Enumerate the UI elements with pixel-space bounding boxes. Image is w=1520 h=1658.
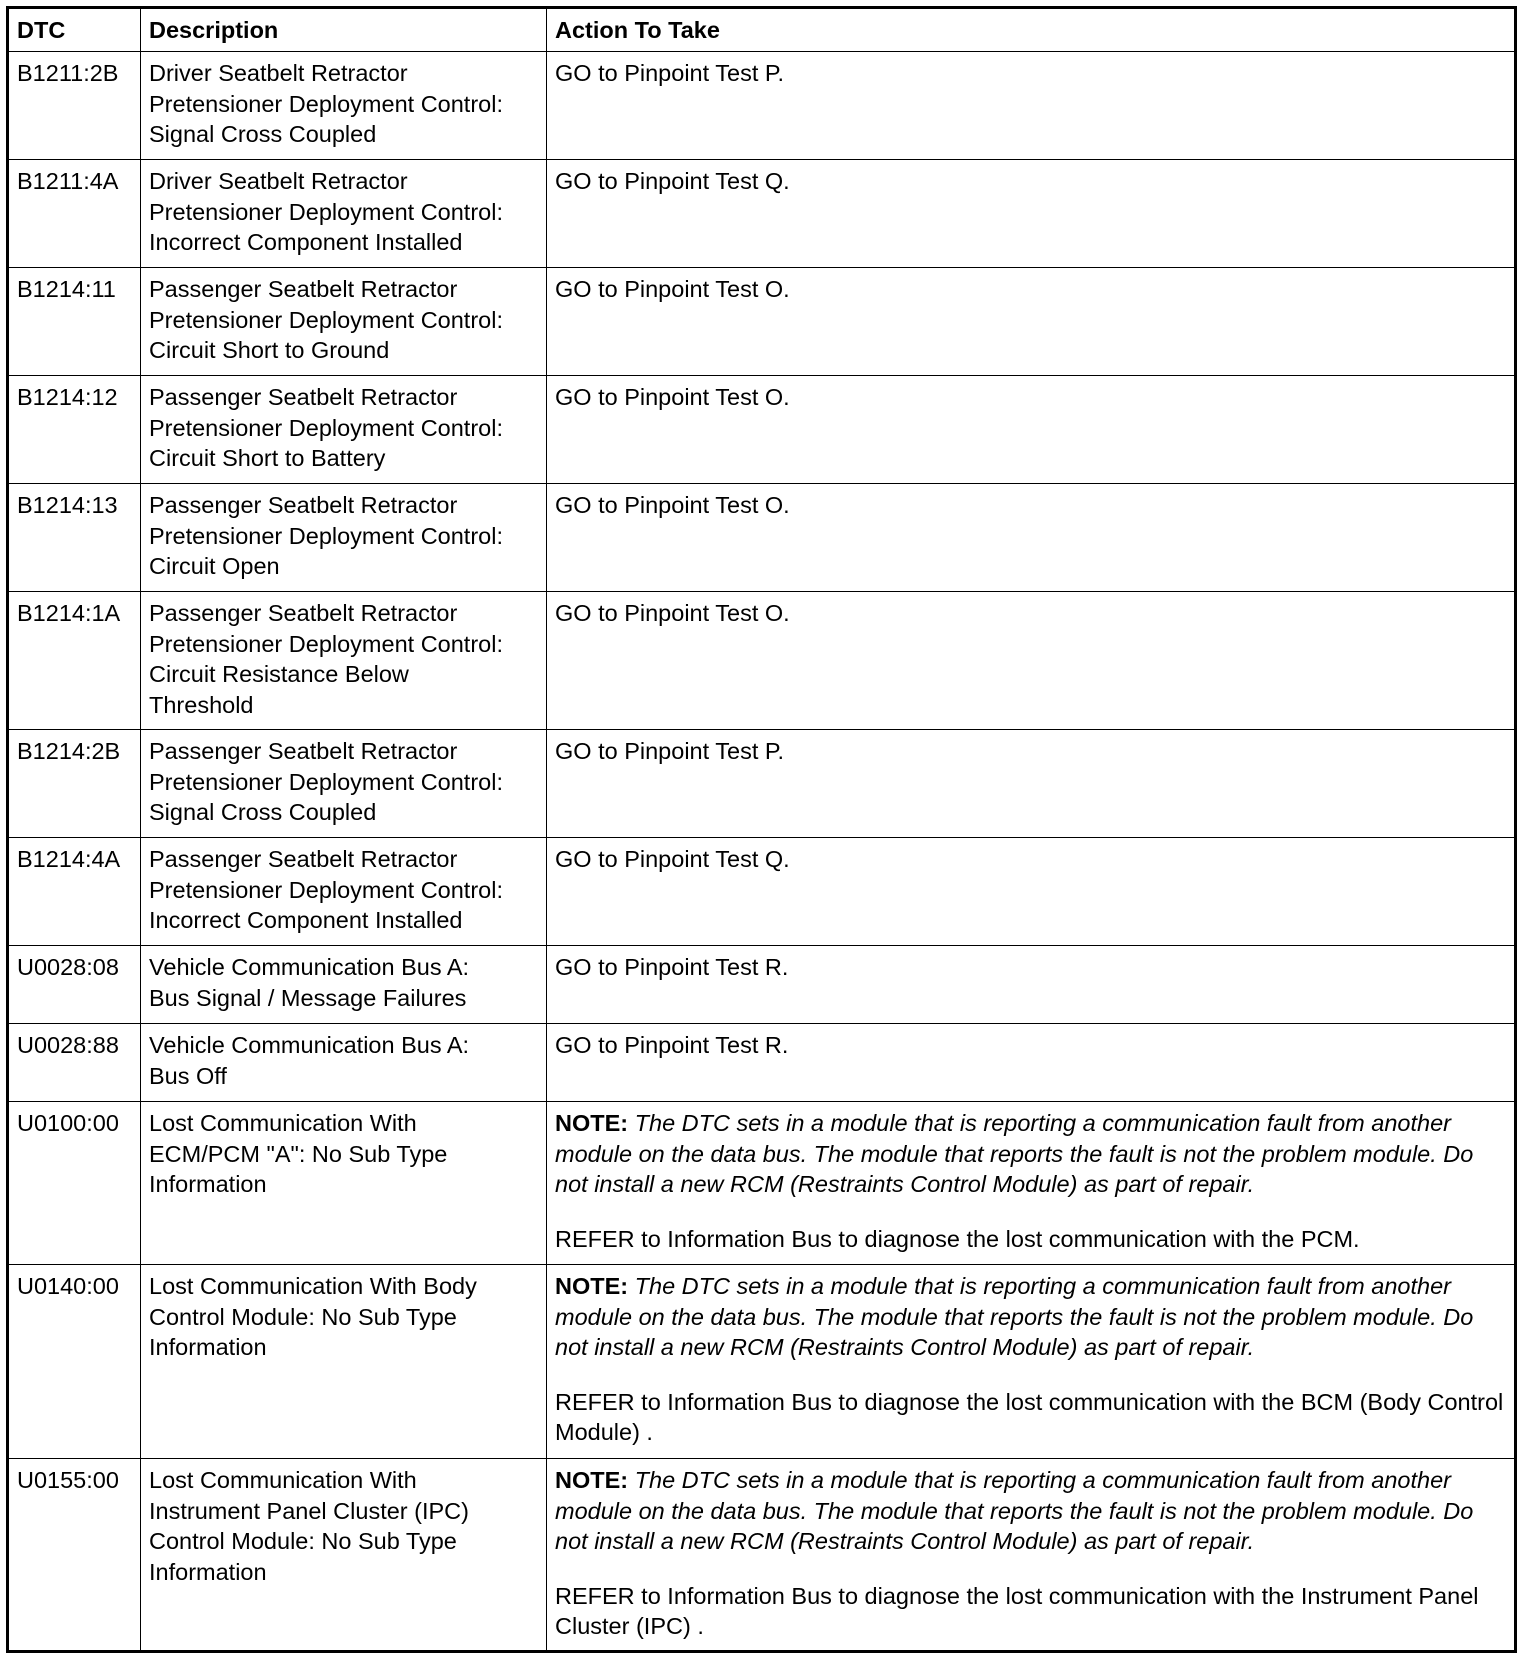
description-line: Signal Cross Coupled: [149, 121, 377, 147]
dtc-code: B1214:4A: [8, 838, 141, 946]
description-line: ECM/PCM "A": No Sub Type: [149, 1140, 448, 1167]
description-line: Information: [149, 1334, 267, 1360]
table-row: [8, 1102, 1516, 1265]
note-block: [555, 1271, 1506, 1363]
description-line: Bus Signal / Message Failures: [149, 984, 467, 1011]
description-line: Lost Communication With: [149, 1467, 417, 1493]
header-dtc: DTC: [8, 8, 141, 52]
note-label: NOTE:: [555, 1467, 629, 1493]
note-text: The DTC sets in a module that is reporting a communication fault from another module on the data bus. The module that reports the fault is not the problem module. Do not install a new RCM (Restraints Control Module) as part of repair.: [555, 1110, 1474, 1197]
description-line: Lost Communication With Body: [149, 1273, 477, 1299]
refer-text: REFER to Information Bus to diagnose the lost communication with the Instrument Panel Cluster (IPC) .: [555, 1582, 1479, 1639]
action-text: GO to Pinpoint Test O.: [547, 268, 1516, 376]
description-line: Pretensioner Deployment Control:: [149, 414, 503, 441]
table-row: [8, 838, 1516, 946]
description-line: Vehicle Communication Bus A:: [149, 954, 470, 980]
header-description: Description: [141, 8, 547, 52]
description-line: Passenger Seatbelt Retractor: [149, 492, 458, 518]
dtc-description: [141, 1265, 547, 1459]
description-line: Threshold: [149, 691, 254, 718]
table-row: [8, 592, 1516, 730]
description-line: Circuit Short to Ground: [149, 337, 390, 363]
description-line: Bus Off: [149, 1062, 227, 1089]
dtc-description: [141, 160, 547, 268]
dtc-description: [141, 946, 547, 1024]
description-line: Passenger Seatbelt Retractor: [149, 276, 458, 302]
dtc-code: U0028:08: [8, 946, 141, 1024]
description-line: Control Module: No Sub Type: [149, 1528, 457, 1554]
header-row: [8, 8, 1516, 52]
description-line: Circuit Short to Battery: [149, 445, 386, 471]
description-line: Passenger Seatbelt Retractor: [149, 600, 458, 626]
dtc-description: [141, 1024, 547, 1102]
action-text: GO to Pinpoint Test P.: [547, 730, 1516, 838]
description-line: Passenger Seatbelt Retractor: [149, 738, 458, 764]
action-cell: [547, 1265, 1516, 1459]
refer-text: REFER to Information Bus to diagnose the lost communication with the BCM (Body Control Module) .: [555, 1388, 1504, 1445]
description-line: Signal Cross Coupled: [149, 799, 377, 825]
table-row: [8, 946, 1516, 1024]
dtc-code: B1214:2B: [8, 730, 141, 838]
description-line: Pretensioner Deployment Control:: [149, 768, 503, 795]
note-text: The DTC sets in a module that is reporting a communication fault from another module on the data bus. The module that reports the fault is not the problem module. Do not install a new RCM (Restraints Control Module) as part of repair.: [555, 1273, 1474, 1360]
dtc-code: U0140:00: [8, 1265, 141, 1459]
header-action: Action To Take: [547, 8, 1516, 52]
action-text: GO to Pinpoint Test O.: [547, 484, 1516, 592]
note-label: NOTE:: [555, 1110, 629, 1136]
dtc-description: [141, 1102, 547, 1265]
dtc-description: [141, 1459, 547, 1652]
description-line: Lost Communication With: [149, 1110, 417, 1136]
description-line: Pretensioner Deployment Control:: [149, 876, 503, 903]
refer-text: REFER to Information Bus to diagnose the lost communication with the PCM.: [555, 1225, 1360, 1252]
description-line: Passenger Seatbelt Retractor: [149, 846, 458, 872]
note-label: NOTE:: [555, 1273, 629, 1299]
description-line: Incorrect Component Installed: [149, 229, 463, 255]
description-line: Pretensioner Deployment Control:: [149, 198, 503, 225]
table-row: [8, 52, 1516, 160]
table-row: [8, 268, 1516, 376]
description-line: Driver Seatbelt Retractor: [149, 168, 408, 194]
action-text: GO to Pinpoint Test R.: [547, 1024, 1516, 1102]
description-line: Vehicle Communication Bus A:: [149, 1032, 470, 1058]
note-block: [555, 1108, 1506, 1200]
description-line: Passenger Seatbelt Retractor: [149, 384, 458, 410]
dtc-code: B1214:11: [8, 268, 141, 376]
action-cell: [547, 1459, 1516, 1652]
dtc-code: U0028:88: [8, 1024, 141, 1102]
dtc-code: B1211:4A: [8, 160, 141, 268]
dtc-code: B1214:1A: [8, 592, 141, 730]
table-row: [8, 484, 1516, 592]
dtc-code: B1214:12: [8, 376, 141, 484]
description-line: Information: [149, 1558, 267, 1585]
description-line: Circuit Open: [149, 553, 280, 579]
dtc-description: [141, 52, 547, 160]
action-text: GO to Pinpoint Test O.: [547, 592, 1516, 730]
action-text: GO to Pinpoint Test O.: [547, 376, 1516, 484]
table-row: [8, 1459, 1516, 1652]
description-line: Pretensioner Deployment Control:: [149, 90, 503, 117]
note-text: The DTC sets in a module that is reporting a communication fault from another module on the data bus. The module that reports the fault is not the problem module. Do not install a new RCM (Restraints Control Module) as part of repair.: [555, 1467, 1474, 1554]
description-line: Incorrect Component Installed: [149, 907, 463, 933]
description-line: Pretensioner Deployment Control:: [149, 306, 503, 333]
table-row: [8, 1024, 1516, 1102]
dtc-description: [141, 838, 547, 946]
action-text: GO to Pinpoint Test Q.: [547, 838, 1516, 946]
dtc-code: B1214:13: [8, 484, 141, 592]
description-line: Control Module: No Sub Type: [149, 1303, 457, 1330]
dtc-description: [141, 484, 547, 592]
dtc-description: [141, 268, 547, 376]
action-text: GO to Pinpoint Test R.: [547, 946, 1516, 1024]
dtc-table: [6, 6, 1517, 1653]
action-text: GO to Pinpoint Test P.: [547, 52, 1516, 160]
table-row: [8, 730, 1516, 838]
note-block: [555, 1465, 1506, 1557]
dtc-code: U0155:00: [8, 1459, 141, 1652]
description-line: Pretensioner Deployment Control:: [149, 522, 503, 549]
description-line: Driver Seatbelt Retractor: [149, 60, 408, 86]
action-text: GO to Pinpoint Test Q.: [547, 160, 1516, 268]
dtc-description: [141, 376, 547, 484]
description-line: Circuit Resistance Below: [149, 661, 409, 687]
table-row: [8, 160, 1516, 268]
dtc-description: [141, 730, 547, 838]
description-line: Information: [149, 1171, 267, 1197]
dtc-code: B1211:2B: [8, 52, 141, 160]
dtc-description: [141, 592, 547, 730]
table-row: [8, 1265, 1516, 1459]
description-line: Pretensioner Deployment Control:: [149, 630, 503, 657]
dtc-code: U0100:00: [8, 1102, 141, 1265]
table-row: [8, 376, 1516, 484]
action-cell: [547, 1102, 1516, 1265]
description-line: Instrument Panel Cluster (IPC): [149, 1497, 469, 1524]
